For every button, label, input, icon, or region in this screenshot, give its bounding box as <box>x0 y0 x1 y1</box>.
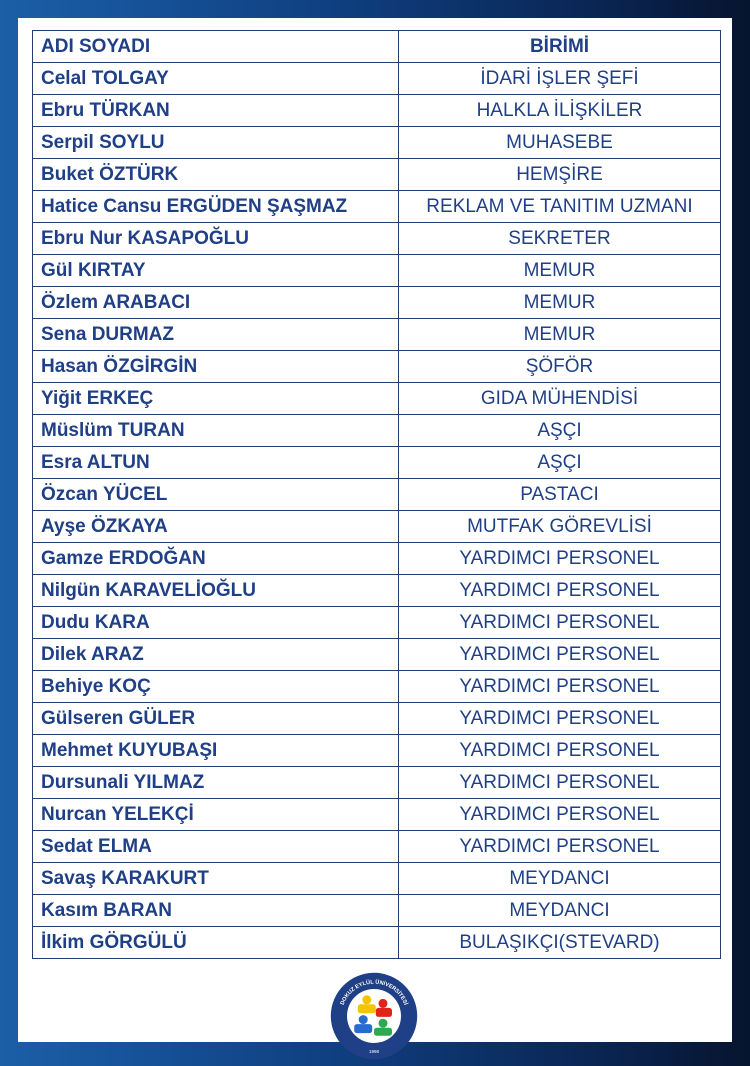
column-header-unit: BİRİMİ <box>399 31 721 63</box>
staff-unit: YARDIMCI PERSONEL <box>399 543 721 575</box>
staff-unit: MEMUR <box>399 287 721 319</box>
staff-unit: MEYDANCI <box>399 863 721 895</box>
staff-unit: ŞÖFÖR <box>399 351 721 383</box>
staff-name: Savaş KARAKURT <box>33 863 399 895</box>
staff-name: İlkim GÖRGÜLÜ <box>33 927 399 959</box>
staff-unit: YARDIMCI PERSONEL <box>399 607 721 639</box>
staff-unit: REKLAM VE TANITIM UZMANI <box>399 191 721 223</box>
staff-unit: YARDIMCI PERSONEL <box>399 575 721 607</box>
staff-name: Gülseren GÜLER <box>33 703 399 735</box>
table-row <box>33 95 721 127</box>
staff-name: Dilek ARAZ <box>33 639 399 671</box>
staff-table <box>32 30 721 959</box>
staff-name: Sena DURMAZ <box>33 319 399 351</box>
staff-name: Gül KIRTAY <box>33 255 399 287</box>
staff-unit: YARDIMCI PERSONEL <box>399 799 721 831</box>
table-row <box>33 543 721 575</box>
table-row <box>33 575 721 607</box>
table-row <box>33 415 721 447</box>
staff-name: Hasan ÖZGİRGİN <box>33 351 399 383</box>
staff-unit: MUHASEBE <box>399 127 721 159</box>
table-row <box>33 863 721 895</box>
logo-ring-text: DOKUZ EYLÜL ÜNİVERSİTESİ <box>339 979 409 1007</box>
staff-name: Ebru Nur KASAPOĞLU <box>33 223 399 255</box>
table-row <box>33 223 721 255</box>
staff-name: Müslüm TURAN <box>33 415 399 447</box>
staff-name: Buket ÖZTÜRK <box>33 159 399 191</box>
table-row <box>33 447 721 479</box>
table-row <box>33 383 721 415</box>
table-row <box>33 639 721 671</box>
staff-name: Dudu KARA <box>33 607 399 639</box>
staff-unit: YARDIMCI PERSONEL <box>399 639 721 671</box>
staff-name: Özlem ARABACI <box>33 287 399 319</box>
staff-unit: PASTACI <box>399 479 721 511</box>
staff-name: Kasım BARAN <box>33 895 399 927</box>
staff-name: Behiye KOÇ <box>33 671 399 703</box>
staff-unit: AŞÇI <box>399 415 721 447</box>
column-header-name: ADI SOYADI <box>33 31 399 63</box>
logo-inner-disc <box>347 989 401 1043</box>
staff-name: Nurcan YELEKÇİ <box>33 799 399 831</box>
table-row <box>33 351 721 383</box>
staff-unit: İDARİ İŞLER ŞEFİ <box>399 63 721 95</box>
staff-name: Mehmet KUYUBAŞI <box>33 735 399 767</box>
table-row <box>33 703 721 735</box>
table-row <box>33 735 721 767</box>
staff-name: Ayşe ÖZKAYA <box>33 511 399 543</box>
staff-name: Yiğit ERKEÇ <box>33 383 399 415</box>
staff-unit: MUTFAK GÖREVLİSİ <box>399 511 721 543</box>
staff-unit: BULAŞIKÇI(STEVARD) <box>399 927 721 959</box>
table-row <box>33 319 721 351</box>
table-header-row <box>33 31 721 63</box>
staff-name: Hatice Cansu ERGÜDEN ŞAŞMAZ <box>33 191 399 223</box>
staff-name: Serpil SOYLU <box>33 127 399 159</box>
staff-unit: HEMŞİRE <box>399 159 721 191</box>
table-row <box>33 895 721 927</box>
staff-list-card <box>18 18 732 1054</box>
table-row <box>33 831 721 863</box>
table-row <box>33 159 721 191</box>
staff-unit: YARDIMCI PERSONEL <box>399 735 721 767</box>
table-row <box>33 671 721 703</box>
staff-unit: MEMUR <box>399 319 721 351</box>
logo-year: 1998 <box>368 1048 380 1054</box>
staff-unit: MEYDANCI <box>399 895 721 927</box>
table-row <box>33 511 721 543</box>
staff-unit: AŞÇI <box>399 447 721 479</box>
table-row <box>33 127 721 159</box>
staff-unit: YARDIMCI PERSONEL <box>399 703 721 735</box>
staff-name: Celal TOLGAY <box>33 63 399 95</box>
staff-name: Nilgün KARAVELİOĞLU <box>33 575 399 607</box>
school-logo-emblem <box>329 971 419 1061</box>
staff-name: Esra ALTUN <box>33 447 399 479</box>
table-row <box>33 799 721 831</box>
staff-unit: GIDA MÜHENDİSİ <box>399 383 721 415</box>
staff-unit: YARDIMCI PERSONEL <box>399 767 721 799</box>
table-row <box>33 191 721 223</box>
staff-unit: SEKRETER <box>399 223 721 255</box>
staff-unit: MEMUR <box>399 255 721 287</box>
staff-unit: YARDIMCI PERSONEL <box>399 831 721 863</box>
table-row <box>33 927 721 959</box>
staff-name: Dursunali YILMAZ <box>33 767 399 799</box>
table-row <box>33 63 721 95</box>
staff-name: Özcan YÜCEL <box>33 479 399 511</box>
table-row <box>33 479 721 511</box>
table-row <box>33 607 721 639</box>
staff-unit: YARDIMCI PERSONEL <box>399 671 721 703</box>
staff-unit: HALKLA İLİŞKİLER <box>399 95 721 127</box>
table-row <box>33 255 721 287</box>
staff-name: Gamze ERDOĞAN <box>33 543 399 575</box>
staff-name: Ebru TÜRKAN <box>33 95 399 127</box>
staff-name: Sedat ELMA <box>33 831 399 863</box>
school-logo <box>329 971 419 1061</box>
staff-table-body <box>33 63 721 959</box>
table-row <box>33 287 721 319</box>
table-row <box>33 767 721 799</box>
